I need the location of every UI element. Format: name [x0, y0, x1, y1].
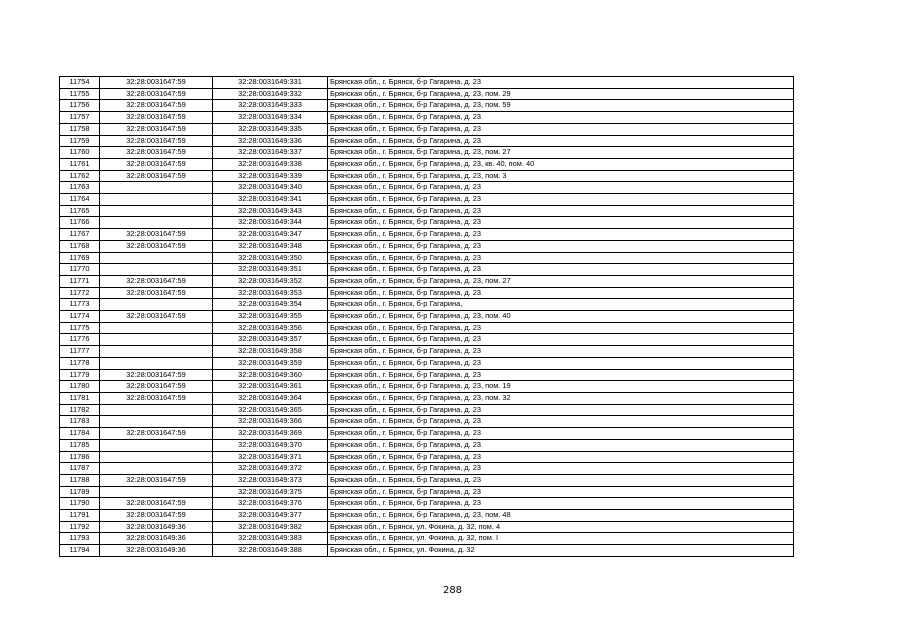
- row-number-cell: 11792: [60, 521, 100, 533]
- cadastral-number-cell: 32:28:0031649:354: [213, 299, 328, 311]
- cadastral-number-cell: 32:28:0031649:333: [213, 100, 328, 112]
- row-number-cell: 11761: [60, 158, 100, 170]
- table-row: [60, 182, 794, 194]
- table-row: [60, 357, 794, 369]
- address-cell: Брянская обл., г. Брянск, б-р Гагарина, д. 23: [328, 451, 794, 463]
- cadastral-number-cell: 32:28:0031649:334: [213, 112, 328, 124]
- parent-cadastral-cell: [100, 299, 213, 311]
- table-row: [60, 346, 794, 358]
- cadastral-number-cell: 32:28:0031649:372: [213, 463, 328, 475]
- parent-cadastral-cell: [100, 451, 213, 463]
- table-row: [60, 510, 794, 522]
- table-row: [60, 369, 794, 381]
- address-cell: Брянская обл., г. Брянск, б-р Гагарина, д. 23: [328, 439, 794, 451]
- row-number-cell: 11779: [60, 369, 100, 381]
- cadastral-number-cell: 32:28:0031649:332: [213, 88, 328, 100]
- address-cell: Брянская обл., г. Брянск, б-р Гагарина, д. 23: [328, 205, 794, 217]
- table-row: [60, 404, 794, 416]
- row-number-cell: 11768: [60, 240, 100, 252]
- address-cell: Брянская обл., г. Брянск, б-р Гагарина, д. 23: [328, 123, 794, 135]
- parent-cadastral-cell: [100, 463, 213, 475]
- parent-cadastral-cell: 32:28:0031647:59: [100, 510, 213, 522]
- table-row: [60, 392, 794, 404]
- cadastral-number-cell: 32:28:0031649:388: [213, 545, 328, 557]
- address-cell: Брянская обл., г. Брянск, б-р Гагарина, д. 23: [328, 252, 794, 264]
- parent-cadastral-cell: 32:28:0031647:59: [100, 77, 213, 89]
- cadastral-number-cell: 32:28:0031649:343: [213, 205, 328, 217]
- table-row: [60, 322, 794, 334]
- table-row: [60, 194, 794, 206]
- table-row: [60, 158, 794, 170]
- address-cell: Брянская обл., г. Брянск, б-р Гагарина, д. 23: [328, 287, 794, 299]
- row-number-cell: 11775: [60, 322, 100, 334]
- row-number-cell: 11786: [60, 451, 100, 463]
- row-number-cell: 11771: [60, 275, 100, 287]
- address-cell: Брянская обл., г. Брянск, б-р Гагарина, д. 23, пом. 27: [328, 275, 794, 287]
- table-row: [60, 205, 794, 217]
- parent-cadastral-cell: 32:28:0031647:59: [100, 123, 213, 135]
- row-number-cell: 11793: [60, 533, 100, 545]
- row-number-cell: 11767: [60, 229, 100, 241]
- table-row: [60, 170, 794, 182]
- address-cell: Брянская обл., г. Брянск, б-р Гагарина,: [328, 299, 794, 311]
- parent-cadastral-cell: [100, 334, 213, 346]
- parent-cadastral-cell: 32:28:0031647:59: [100, 498, 213, 510]
- parent-cadastral-cell: [100, 264, 213, 276]
- address-cell: Брянская обл., г. Брянск, б-р Гагарина, д. 23, пом. 40: [328, 311, 794, 323]
- table-row: [60, 381, 794, 393]
- table-row: [60, 100, 794, 112]
- row-number-cell: 11772: [60, 287, 100, 299]
- row-number-cell: 11781: [60, 392, 100, 404]
- address-cell: Брянская обл., г. Брянск, ул. Фокина, д. 32, пом. I: [328, 533, 794, 545]
- cadastral-number-cell: 32:28:0031649:355: [213, 311, 328, 323]
- cadastral-number-cell: 32:28:0031649:369: [213, 428, 328, 440]
- address-cell: Брянская обл., г. Брянск, б-р Гагарина, д. 23, пом. 3: [328, 170, 794, 182]
- row-number-cell: 11770: [60, 264, 100, 276]
- cadastral-number-cell: 32:28:0031649:352: [213, 275, 328, 287]
- parent-cadastral-cell: 32:28:0031649:36: [100, 545, 213, 557]
- cadastral-number-cell: 32:28:0031649:335: [213, 123, 328, 135]
- cadastral-table: [59, 76, 794, 557]
- parent-cadastral-cell: [100, 416, 213, 428]
- cadastral-number-cell: 32:28:0031649:365: [213, 404, 328, 416]
- table-row: [60, 463, 794, 475]
- address-cell: Брянская обл., г. Брянск, б-р Гагарина, д. 23: [328, 112, 794, 124]
- row-number-cell: 11763: [60, 182, 100, 194]
- address-cell: Брянская обл., г. Брянск, б-р Гагарина, д. 23: [328, 77, 794, 89]
- parent-cadastral-cell: 32:28:0031647:59: [100, 287, 213, 299]
- table-row: [60, 451, 794, 463]
- address-cell: Брянская обл., г. Брянск, б-р Гагарина, д. 23, пом. 29: [328, 88, 794, 100]
- row-number-cell: 11754: [60, 77, 100, 89]
- table-row: [60, 123, 794, 135]
- parent-cadastral-cell: 32:28:0031647:59: [100, 381, 213, 393]
- cadastral-number-cell: 32:28:0031649:336: [213, 135, 328, 147]
- cadastral-number-cell: 32:28:0031649:356: [213, 322, 328, 334]
- cadastral-number-cell: 32:28:0031649:360: [213, 369, 328, 381]
- row-number-cell: 11785: [60, 439, 100, 451]
- row-number-cell: 11790: [60, 498, 100, 510]
- cadastral-number-cell: 32:28:0031649:338: [213, 158, 328, 170]
- cadastral-number-cell: 32:28:0031649:341: [213, 194, 328, 206]
- address-cell: Брянская обл., г. Брянск, б-р Гагарина, д. 23: [328, 369, 794, 381]
- address-cell: Брянская обл., г. Брянск, б-р Гагарина, д. 23: [328, 357, 794, 369]
- parent-cadastral-cell: [100, 357, 213, 369]
- address-cell: Брянская обл., г. Брянск, б-р Гагарина, д. 23, пом. 27: [328, 147, 794, 159]
- parent-cadastral-cell: 32:28:0031647:59: [100, 100, 213, 112]
- parent-cadastral-cell: 32:28:0031649:36: [100, 521, 213, 533]
- parent-cadastral-cell: [100, 439, 213, 451]
- address-cell: Брянская обл., г. Брянск, б-р Гагарина, д. 23: [328, 229, 794, 241]
- table-row: [60, 486, 794, 498]
- parent-cadastral-cell: 32:28:0031647:59: [100, 88, 213, 100]
- parent-cadastral-cell: [100, 404, 213, 416]
- cadastral-number-cell: 32:28:0031649:361: [213, 381, 328, 393]
- row-number-cell: 11774: [60, 311, 100, 323]
- cadastral-number-cell: 32:28:0031649:340: [213, 182, 328, 194]
- cadastral-number-cell: 32:28:0031649:347: [213, 229, 328, 241]
- cadastral-number-cell: 32:28:0031649:366: [213, 416, 328, 428]
- cadastral-number-cell: 32:28:0031649:344: [213, 217, 328, 229]
- row-number-cell: 11789: [60, 486, 100, 498]
- address-cell: Брянская обл., г. Брянск, б-р Гагарина, д. 23: [328, 182, 794, 194]
- parent-cadastral-cell: [100, 252, 213, 264]
- table-row: [60, 439, 794, 451]
- address-cell: Брянская обл., г. Брянск, б-р Гагарина, д. 23, пом. 32: [328, 392, 794, 404]
- table-row: [60, 252, 794, 264]
- address-cell: Брянская обл., г. Брянск, б-р Гагарина, д. 23: [328, 474, 794, 486]
- table-body: [60, 77, 794, 557]
- row-number-cell: 11760: [60, 147, 100, 159]
- parent-cadastral-cell: 32:28:0031647:59: [100, 229, 213, 241]
- row-number-cell: 11766: [60, 217, 100, 229]
- parent-cadastral-cell: [100, 346, 213, 358]
- table-row: [60, 112, 794, 124]
- parent-cadastral-cell: 32:28:0031647:59: [100, 147, 213, 159]
- parent-cadastral-cell: 32:28:0031647:59: [100, 392, 213, 404]
- address-cell: Брянская обл., г. Брянск, ул. Фокина, д. 32: [328, 545, 794, 557]
- cadastral-number-cell: 32:28:0031649:348: [213, 240, 328, 252]
- parent-cadastral-cell: 32:28:0031647:59: [100, 275, 213, 287]
- table-row: [60, 275, 794, 287]
- address-cell: Брянская обл., г. Брянск, б-р Гагарина, д. 23, кв. 40, пом. 40: [328, 158, 794, 170]
- row-number-cell: 11778: [60, 357, 100, 369]
- row-number-cell: 11791: [60, 510, 100, 522]
- address-cell: Брянская обл., г. Брянск, б-р Гагарина, д. 23, пом. 59: [328, 100, 794, 112]
- address-cell: Брянская обл., г. Брянск, б-р Гагарина, д. 23: [328, 217, 794, 229]
- row-number-cell: 11784: [60, 428, 100, 440]
- address-cell: Брянская обл., г. Брянск, б-р Гагарина, д. 23: [328, 240, 794, 252]
- parent-cadastral-cell: [100, 322, 213, 334]
- row-number-cell: 11794: [60, 545, 100, 557]
- address-cell: Брянская обл., г. Брянск, б-р Гагарина, д. 23: [328, 264, 794, 276]
- row-number-cell: 11769: [60, 252, 100, 264]
- address-cell: Брянская обл., г. Брянск, б-р Гагарина, д. 23: [328, 486, 794, 498]
- parent-cadastral-cell: 32:28:0031647:59: [100, 170, 213, 182]
- table-row: [60, 77, 794, 89]
- row-number-cell: 11764: [60, 194, 100, 206]
- parent-cadastral-cell: 32:28:0031647:59: [100, 428, 213, 440]
- row-number-cell: 11776: [60, 334, 100, 346]
- parent-cadastral-cell: 32:28:0031647:59: [100, 158, 213, 170]
- table-row: [60, 217, 794, 229]
- address-cell: Брянская обл., г. Брянск, б-р Гагарина, д. 23: [328, 463, 794, 475]
- cadastral-number-cell: 32:28:0031649:370: [213, 439, 328, 451]
- address-cell: Брянская обл., г. Брянск, ул. Фокина, д. 32, пом. 4: [328, 521, 794, 533]
- cadastral-number-cell: 32:28:0031649:383: [213, 533, 328, 545]
- table-row: [60, 521, 794, 533]
- parent-cadastral-cell: 32:28:0031647:59: [100, 474, 213, 486]
- cadastral-number-cell: 32:28:0031649:359: [213, 357, 328, 369]
- table-row: [60, 264, 794, 276]
- table-row: [60, 311, 794, 323]
- row-number-cell: 11787: [60, 463, 100, 475]
- cadastral-number-cell: 32:28:0031649:337: [213, 147, 328, 159]
- address-cell: Брянская обл., г. Брянск, б-р Гагарина, д. 23: [328, 135, 794, 147]
- address-cell: Брянская обл., г. Брянск, б-р Гагарина, д. 23: [328, 194, 794, 206]
- row-number-cell: 11782: [60, 404, 100, 416]
- address-cell: Брянская обл., г. Брянск, б-р Гагарина, д. 23: [328, 322, 794, 334]
- address-cell: Брянская обл., г. Брянск, б-р Гагарина, д. 23: [328, 334, 794, 346]
- row-number-cell: 11758: [60, 123, 100, 135]
- parent-cadastral-cell: 32:28:0031647:59: [100, 135, 213, 147]
- row-number-cell: 11757: [60, 112, 100, 124]
- cadastral-number-cell: 32:28:0031649:339: [213, 170, 328, 182]
- table-row: [60, 287, 794, 299]
- table-row: [60, 545, 794, 557]
- parent-cadastral-cell: [100, 194, 213, 206]
- cadastral-number-cell: 32:28:0031649:331: [213, 77, 328, 89]
- cadastral-number-cell: 32:28:0031649:376: [213, 498, 328, 510]
- address-cell: Брянская обл., г. Брянск, б-р Гагарина, д. 23: [328, 428, 794, 440]
- parent-cadastral-cell: 32:28:0031647:59: [100, 369, 213, 381]
- row-number-cell: 11755: [60, 88, 100, 100]
- parent-cadastral-cell: 32:28:0031647:59: [100, 311, 213, 323]
- address-cell: Брянская обл., г. Брянск, б-р Гагарина, д. 23, пом. 48: [328, 510, 794, 522]
- row-number-cell: 11756: [60, 100, 100, 112]
- row-number-cell: 11777: [60, 346, 100, 358]
- cadastral-number-cell: 32:28:0031649:351: [213, 264, 328, 276]
- parent-cadastral-cell: [100, 182, 213, 194]
- row-number-cell: 11759: [60, 135, 100, 147]
- row-number-cell: 11780: [60, 381, 100, 393]
- table-row: [60, 135, 794, 147]
- row-number-cell: 11765: [60, 205, 100, 217]
- table-row: [60, 229, 794, 241]
- cadastral-number-cell: 32:28:0031649:364: [213, 392, 328, 404]
- cadastral-number-cell: 32:28:0031649:371: [213, 451, 328, 463]
- table-row: [60, 88, 794, 100]
- table-row: [60, 498, 794, 510]
- address-cell: Брянская обл., г. Брянск, б-р Гагарина, д. 23: [328, 346, 794, 358]
- row-number-cell: 11788: [60, 474, 100, 486]
- cadastral-number-cell: 32:28:0031649:377: [213, 510, 328, 522]
- parent-cadastral-cell: 32:28:0031647:59: [100, 112, 213, 124]
- table-row: [60, 240, 794, 252]
- cadastral-number-cell: 32:28:0031649:357: [213, 334, 328, 346]
- parent-cadastral-cell: [100, 205, 213, 217]
- table-row: [60, 533, 794, 545]
- page-number: 288: [442, 585, 463, 596]
- table-row: [60, 147, 794, 159]
- address-cell: Брянская обл., г. Брянск, б-р Гагарина, д. 23, пом. 19: [328, 381, 794, 393]
- address-cell: Брянская обл., г. Брянск, б-р Гагарина, д. 23: [328, 498, 794, 510]
- parent-cadastral-cell: [100, 486, 213, 498]
- parent-cadastral-cell: 32:28:0031647:59: [100, 240, 213, 252]
- address-cell: Брянская обл., г. Брянск, б-р Гагарина, д. 23: [328, 404, 794, 416]
- cadastral-number-cell: 32:28:0031649:358: [213, 346, 328, 358]
- parent-cadastral-cell: 32:28:0031649:36: [100, 533, 213, 545]
- cadastral-number-cell: 32:28:0031649:373: [213, 474, 328, 486]
- row-number-cell: 11783: [60, 416, 100, 428]
- row-number-cell: 11773: [60, 299, 100, 311]
- table-row: [60, 428, 794, 440]
- cadastral-number-cell: 32:28:0031649:350: [213, 252, 328, 264]
- cadastral-number-cell: 32:28:0031649:375: [213, 486, 328, 498]
- table-row: [60, 299, 794, 311]
- parent-cadastral-cell: [100, 217, 213, 229]
- table-row: [60, 416, 794, 428]
- cadastral-number-cell: 32:28:0031649:382: [213, 521, 328, 533]
- cadastral-number-cell: 32:28:0031649:353: [213, 287, 328, 299]
- address-cell: Брянская обл., г. Брянск, б-р Гагарина, д. 23: [328, 416, 794, 428]
- table-row: [60, 334, 794, 346]
- row-number-cell: 11762: [60, 170, 100, 182]
- table-row: [60, 474, 794, 486]
